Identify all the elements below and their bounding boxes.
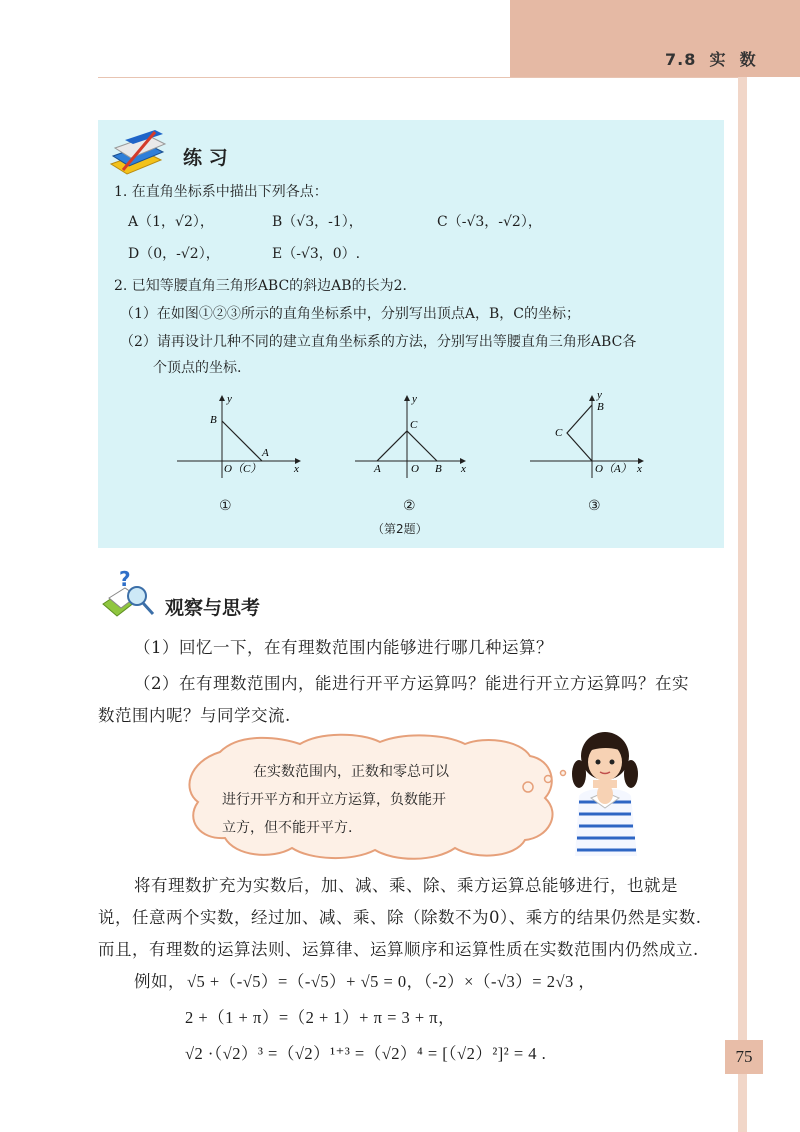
figure-3 [525, 390, 650, 480]
thought-bubble-dot [545, 776, 552, 783]
books-pencil-icon [105, 126, 167, 176]
label-b: B [597, 401, 604, 413]
figure-1 [172, 390, 312, 480]
observe-p1: （1）回忆一下，在有理数范围内能够进行哪几种运算？ [134, 638, 553, 657]
exercise-q2-part2-cont: 个顶点的坐标. [153, 360, 242, 376]
label-o: O [411, 463, 419, 475]
figure-number-3: ③ [588, 498, 601, 514]
observe-p2: （2）在有理数范围内，能进行开平方运算吗？能进行开立方运算吗？在实 [134, 674, 689, 693]
body-line-3: 而且，有理数的运算法则、运算律、运算顺序和运算性质在实数范围内仍然成立. [98, 940, 699, 959]
thought-line-1: 在实数范围内，正数和零总可以 [253, 764, 449, 780]
figure-2 [350, 390, 480, 480]
point-c: C（-√3，-√2）， [437, 214, 542, 230]
page-number: 75 [725, 1040, 763, 1074]
header-divider [98, 77, 738, 78]
triangle-edges [567, 405, 592, 461]
thought-line-2: 进行开平方和开立方运算，负数能开 [222, 792, 446, 808]
point-d: D（0，-√2）， [128, 246, 220, 262]
y-label: y [597, 390, 602, 401]
observe-title: 观察与思考 [165, 597, 261, 619]
girl-illustration [565, 728, 645, 856]
figure-number-1: ① [219, 498, 232, 514]
exercise-q2-part2: （2）请再设计几种不同的建立直角坐标系的方法，分别写出等腰直角三角形ABC各 [120, 334, 637, 350]
magnifier-question-icon [99, 568, 157, 620]
exercise-q2: 2. 已知等腰直角三角形ABC的斜边AB的长为2． [114, 278, 417, 294]
point-e: E（-√3，0）. [272, 246, 361, 262]
x-label: x [637, 463, 642, 475]
x-label: x [461, 463, 466, 475]
equation-2: 2 +（1 + π）=（2 + 1）+ π = 3 + π， [185, 1008, 456, 1027]
point-b: B（√3，-1）， [272, 214, 363, 230]
svg-text:?: ? [119, 568, 131, 591]
label-c: C [555, 427, 563, 439]
section-header: 7.8 实 数 [665, 50, 757, 69]
label-o: O（A） [595, 463, 632, 475]
figure-number-2: ② [403, 498, 416, 514]
body-line-2: 说，任意两个实数，经过加、减、乘、除（除数不为0）、乘方的结果仍然是实数. [98, 908, 702, 927]
side-margin-bar [738, 77, 747, 1132]
exercise-title: 练 习 [183, 147, 228, 169]
exercise-q2-part1: （1）在如图①②③所示的直角坐标系中，分别写出顶点A，B，C的坐标； [120, 306, 581, 322]
body-line-1: 将有理数扩充为实数后，加、减、乘、除、乘方运算总能够进行，也就是 [134, 876, 678, 895]
label-o: O（C） [224, 463, 262, 475]
x-label: x [294, 463, 299, 475]
label-a: A [374, 463, 381, 475]
triangle-edge [222, 421, 262, 461]
thought-line-3: 立方，但不能开平方. [222, 820, 353, 836]
thought-bubble-dot [523, 782, 533, 792]
exercise-q1: 1. 在直角坐标系中描出下列各点： [114, 184, 328, 200]
label-b: B [435, 463, 442, 475]
figure-caption: （第2题） [372, 522, 428, 536]
point-a: A（1，√2）， [128, 214, 214, 230]
label-b: B [210, 414, 217, 426]
observe-p2-cont: 数范围内呢？与同学交流. [98, 706, 291, 725]
label-c: C [410, 419, 418, 431]
example-prefix: 例如， [134, 972, 185, 991]
label-a: A [262, 447, 269, 459]
equation-1: √5 +（-√5）=（-√5）+ √5 = 0，（-2）×（-√3）= 2√3 ， [187, 972, 596, 991]
y-label: y [412, 393, 417, 405]
y-label: y [227, 393, 232, 405]
equation-3: √2 ·（√2）³ =（√2）¹⁺³ =（√2）⁴ = [（√2）²]² = 4 . [185, 1044, 547, 1063]
